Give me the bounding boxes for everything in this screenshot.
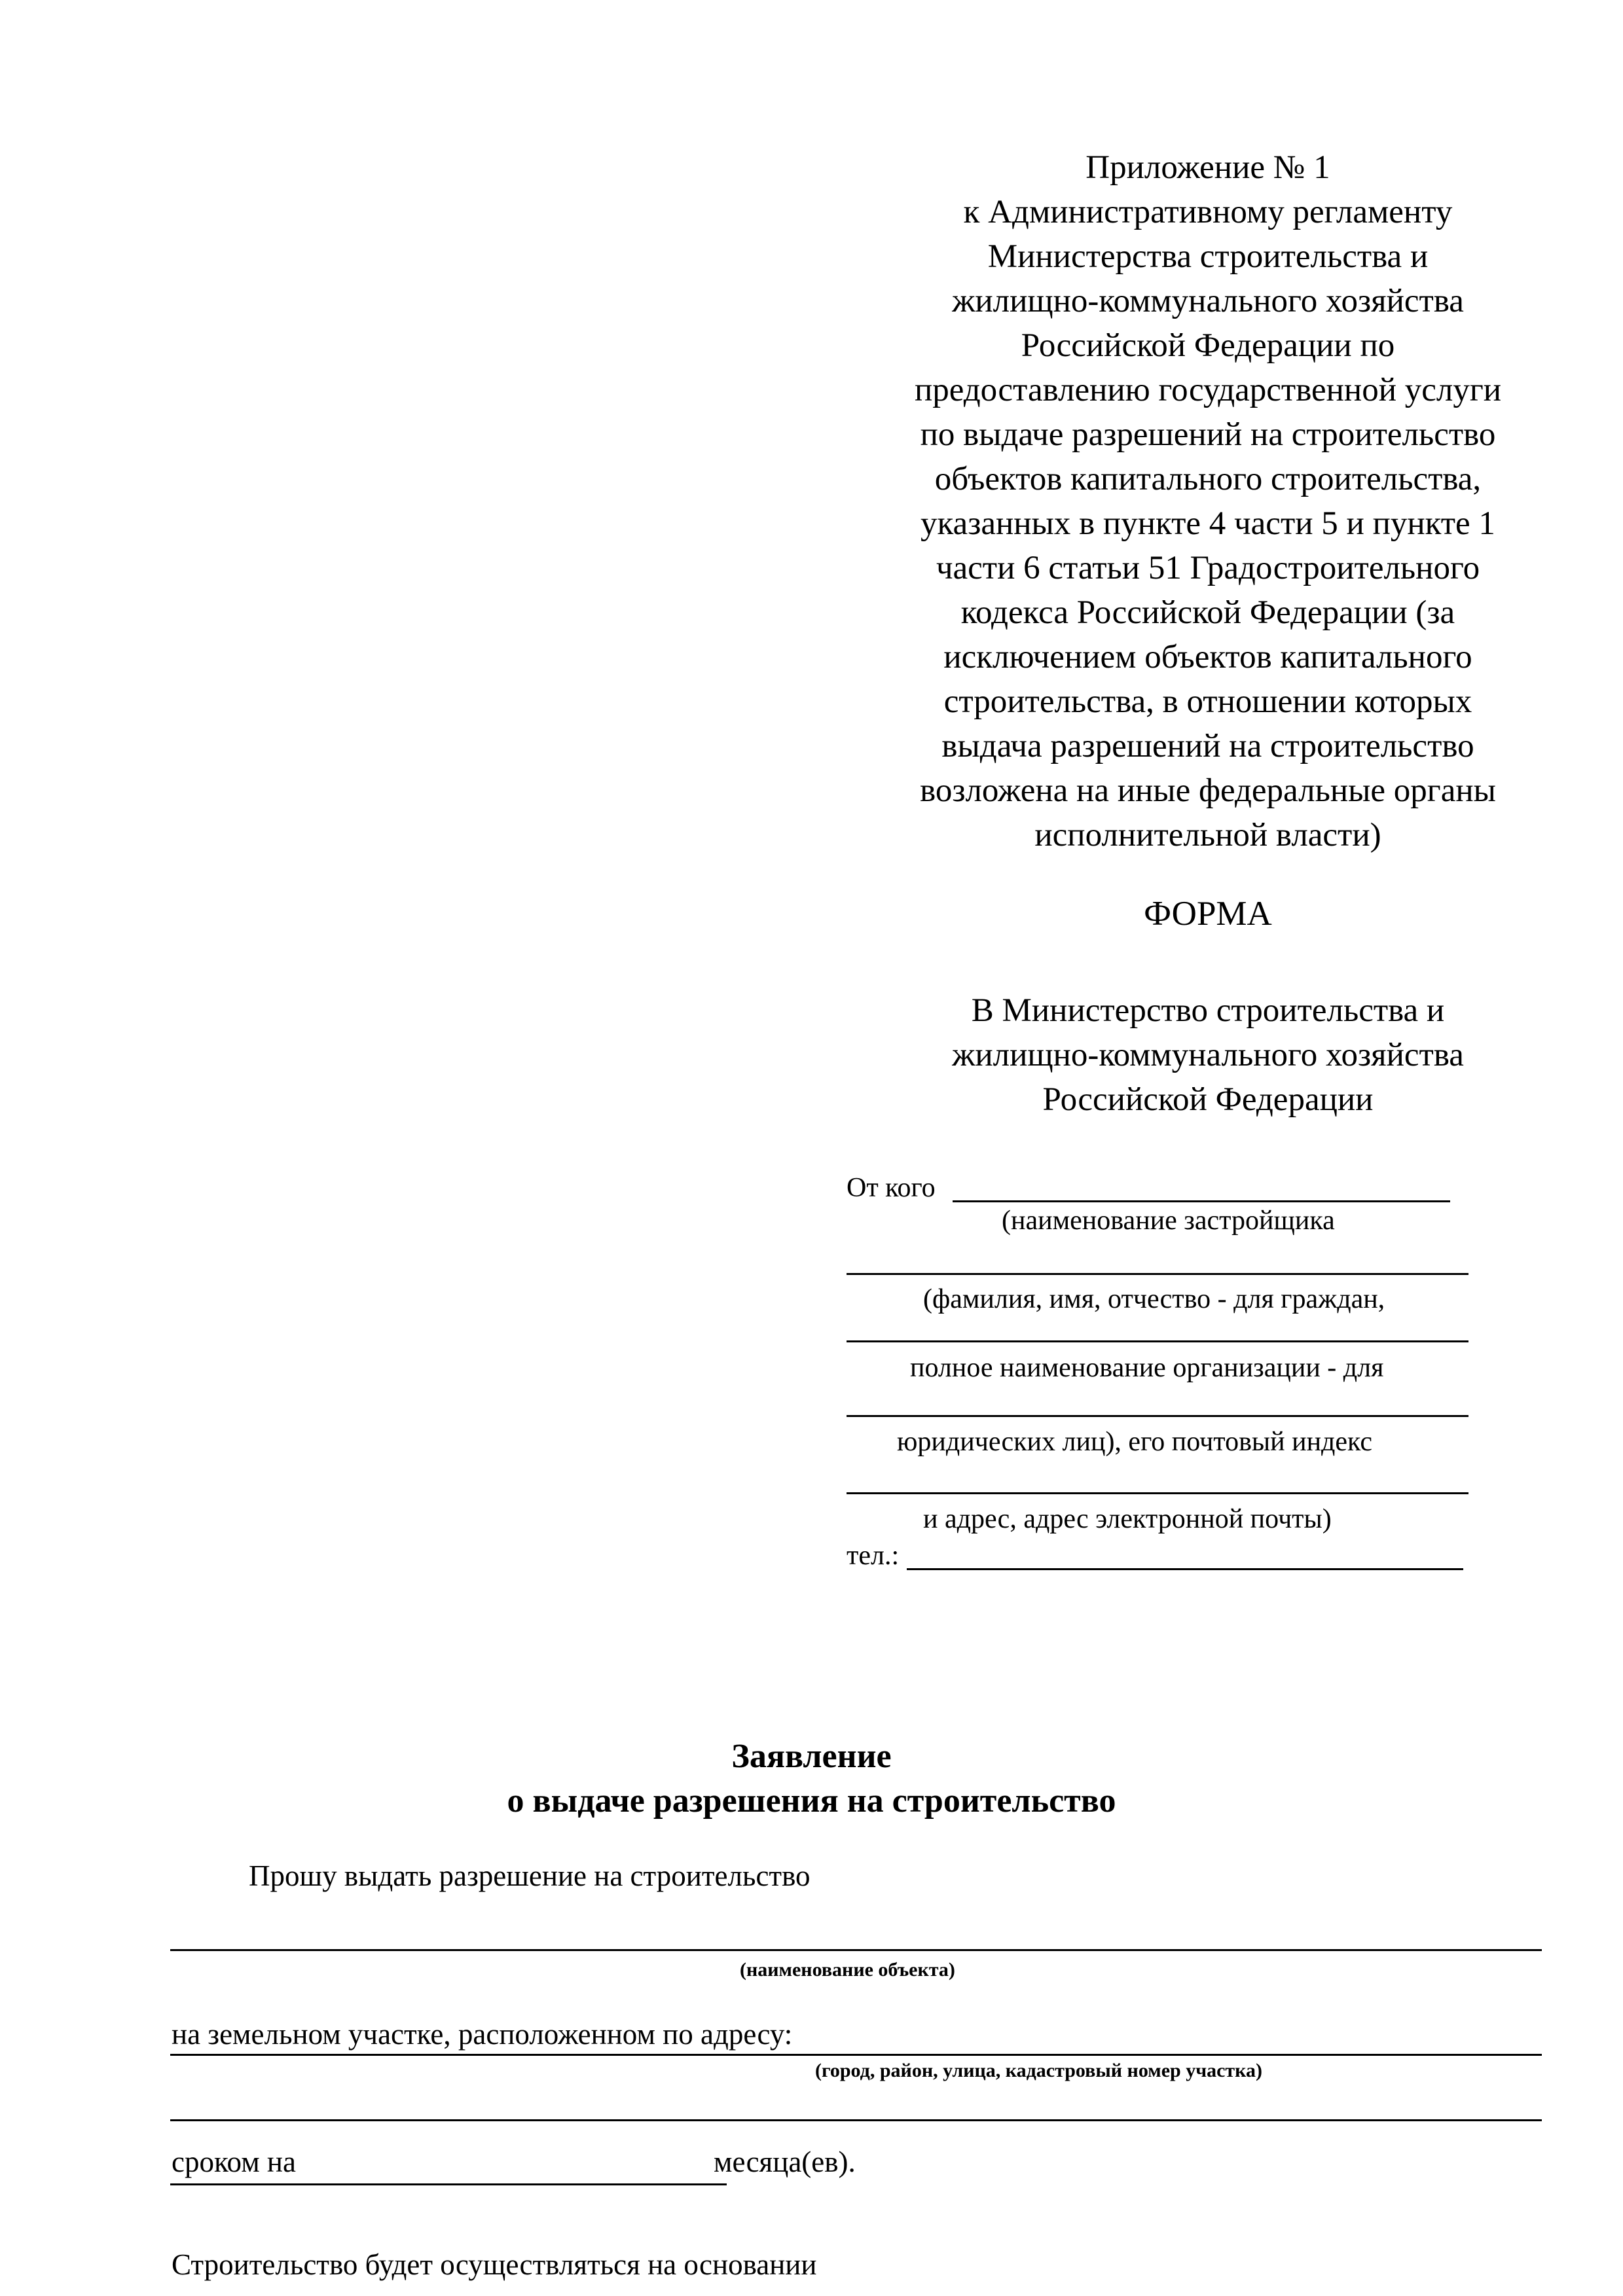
appendix-line: исполнительной власти) — [1034, 817, 1381, 853]
appendix-header — [845, 145, 1571, 857]
form-label: ФОРМА — [1144, 895, 1272, 933]
request-text: Прошу выдать разрешение на строительство — [249, 1859, 811, 1892]
appendix-line: по выдаче разрешений на строительство — [920, 416, 1496, 453]
from-field[interactable] — [953, 1200, 1450, 1202]
land-plot-text: на земельном участке, расположенном по адресу: — [172, 2018, 793, 2051]
sender-field-line[interactable] — [847, 1492, 1468, 1494]
address-field-line[interactable] — [170, 2119, 1542, 2121]
term-label: сроком на — [172, 2145, 296, 2178]
phone-label: тел.: — [847, 1541, 900, 1571]
appendix-line: объектов капитального строительства, — [934, 461, 1482, 497]
field-caption: юридических лиц), его почтовый индекс — [897, 1427, 1373, 1457]
appendix-line: к Административному регламенту — [963, 194, 1453, 230]
sender-field-line[interactable] — [847, 1273, 1468, 1275]
addressee-line: Российской Федерации — [1042, 1081, 1374, 1118]
field-caption: и адрес, адрес электронной почты) — [923, 1504, 1332, 1534]
sender-field-line[interactable] — [847, 1415, 1468, 1417]
term-field[interactable] — [170, 2183, 727, 2185]
title-line: о выдаче разрешения на строительство — [507, 1782, 1116, 1820]
appendix-line: предоставлению государственной услуги — [914, 372, 1502, 408]
field-caption: полное наименование организации - для — [910, 1353, 1384, 1383]
address-caption: (город, район, улица, кадастровый номер участка) — [815, 2060, 1262, 2081]
title-line: Заявление — [731, 1738, 892, 1775]
address-field[interactable] — [170, 2054, 1542, 2056]
field-caption: (наименование застройщика — [1002, 1206, 1335, 1236]
basis-text: Строительство будет осуществляться на основании — [172, 2248, 817, 2281]
appendix-line: исключением объектов капитального — [943, 639, 1472, 675]
from-label: От кого — [847, 1173, 936, 1203]
object-caption: (наименование объекта) — [740, 1959, 955, 1981]
addressee-line: жилищно-коммунального хозяйства — [952, 1037, 1464, 1073]
appendix-line: Российской Федерации по — [1021, 327, 1395, 364]
appendix-line: выдача разрешений на строительство — [941, 728, 1474, 764]
appendix-line: части 6 статьи 51 Градостроительного — [936, 550, 1480, 586]
sender-field-line[interactable] — [847, 1340, 1468, 1342]
appendix-line: указанных в пункте 4 части 5 и пункте 1 — [921, 505, 1495, 542]
field-caption: (фамилия, имя, отчество - для граждан, — [923, 1284, 1385, 1314]
appendix-line: Приложение № 1 — [1085, 149, 1330, 186]
appendix-line: жилищно-коммунального хозяйства — [952, 283, 1464, 319]
appendix-line: строительства, в отношении которых — [943, 683, 1472, 720]
appendix-line: Министерства строительства и — [987, 238, 1429, 275]
appendix-line: кодекса Российской Федерации (за — [960, 594, 1455, 631]
appendix-line: возложена на иные федеральные органы — [920, 772, 1496, 809]
phone-field[interactable] — [907, 1568, 1463, 1570]
document-title — [0, 1734, 1623, 1823]
object-name-field[interactable] — [170, 1949, 1542, 1951]
addressee-line: В Министерство строительства и — [971, 992, 1445, 1029]
term-unit: месяца(ев). — [714, 2145, 856, 2178]
addressee-block — [845, 988, 1571, 1122]
